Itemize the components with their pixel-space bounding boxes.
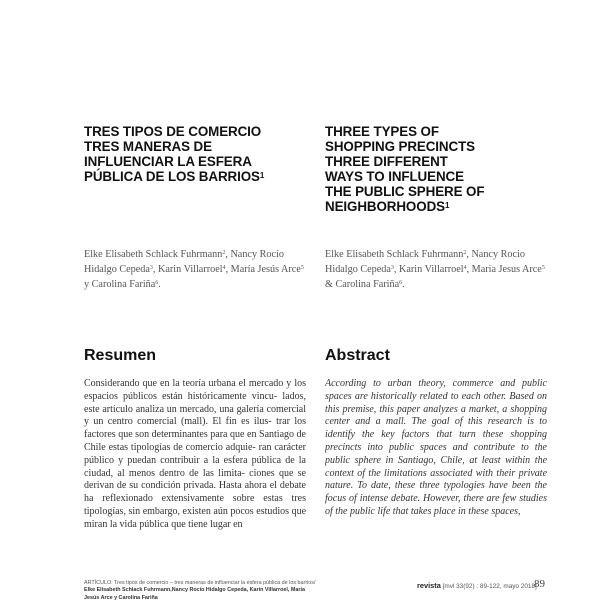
body-line: Chile, at least within the context of the limitations: [325, 454, 547, 479]
english-title-line: WAYS TO INFLUENCE: [325, 169, 464, 184]
body-line: ciones que se derivan de su condición privada. Hasta: [84, 467, 306, 492]
spanish-title-line: INFLUENCIAR LA ESFERA: [84, 154, 252, 169]
journal-info: [mvl 33(92) : 89-122, mayo 2018]: [442, 583, 537, 590]
body-line: pública de la ciudad, al menos dentro de las limita-: [84, 454, 306, 479]
body-line: According to urban theory, commerce and public: [325, 378, 547, 389]
spanish-title-line: TRES TIPOS DE COMERCIO: [84, 124, 262, 139]
body-line: the public life that takes place in these spaces,: [335, 505, 521, 517]
page-number: 89: [534, 578, 545, 590]
footer-authors-cont: Jesús Arce y Carolina Fariña: [84, 594, 158, 601]
english-title-line: THREE DIFFERENT: [325, 154, 448, 169]
spanish-title-line: TRES MANERAS DE: [84, 139, 212, 154]
body-line: spaces are historically related to each other.: [325, 390, 507, 402]
body-line: intense debate. However, there are few studies of: [325, 493, 547, 517]
body-line: Santiago de Chile estas tipologías de comercio adquie-: [84, 429, 306, 453]
footer-authors: Elke Elisabeth Schlack Fuhrmann,Nancy Rocío Hidalgo Cepeda, Karin Villarroel, María: [84, 587, 305, 594]
body-line: ran carácter público y puedan contribuir a la esfera: [84, 441, 306, 466]
body-line: of this research is to identify the key factors that: [325, 416, 547, 441]
body-line: lados, este artículo analiza un mercado, una galería: [84, 390, 306, 415]
spanish-title-line: PÚBLICA DE LOS BARRIOS: [84, 169, 260, 184]
body-line: estudios que miran la vida pública que tiene lugar en: [84, 505, 306, 530]
body-line: associated with their private nature. To date,: [325, 467, 547, 492]
body-line: ahora el debate ha reflexionado extensivamente sobre: [84, 480, 306, 505]
english-title-line: SHOPPING PRECINCTS: [325, 139, 475, 154]
footer-article-title: ARTÍCULO: Tres tipos de comercio – tres maneras de influenciar la esfera pública de los barrios/: [84, 580, 316, 586]
body-line: turn these shopping precincts into public spaces: [325, 429, 547, 453]
english-authors: Elke Elisabeth Schlack Fuhrmann$^2$, Nancy Rocio Hidalgo Cepeda$^3$, Karin Villarroel$^4$, Maria Jesus Arce$^5$ & Carolina Fariña$^6$.: [325, 249, 545, 291]
body-line: Based on this premise, this paper analyzes a: [325, 390, 547, 415]
footnote-mark: 1: [259, 171, 265, 180]
spanish-title: [84, 124, 306, 184]
english-title-line: THREE TYPES OF: [325, 124, 439, 139]
spanish-authors: Elke Elisabeth Schlack Fuhrmann$^2$, Nancy Rocío Hidalgo Cepeda$^3$, Karin Villarroel$^4$, María Jesús Arce$^5$ y Carolina Fariña$^6$.: [84, 249, 304, 291]
body-line: comercial y un centro comercial (mall). El fin es ilus-: [84, 403, 306, 428]
body-line: estas tres tipologías, sin embargo, existen aún pocos: [84, 493, 306, 517]
abstract-heading: Abstract: [325, 347, 390, 364]
journal-reference: [417, 581, 537, 590]
english-title: [325, 124, 547, 214]
english-title-line: NEIGHBORHOODS: [325, 199, 445, 214]
page-footer: [84, 580, 384, 602]
body-line: Considerando que en la teoría urbana el mercado y: [84, 378, 292, 389]
footnote-mark: 1: [444, 201, 450, 210]
body-line: these three typologies have been the focus of: [325, 480, 547, 505]
body-line: and contribute to the public sphere in Santiago,: [325, 441, 547, 466]
journal-brand: revista: [417, 581, 441, 590]
body-line: trar los factores que son determinantes para que en: [84, 416, 306, 441]
resumen-heading: Resumen: [84, 347, 157, 364]
body-line: market, a shopping center and a mall. The goal: [325, 403, 547, 428]
english-title-line: THE PUBLIC SPHERE OF: [325, 184, 485, 199]
abstract-body: [325, 378, 547, 576]
resumen-body: [84, 378, 306, 576]
body-line: los espacios públicos están históricamente vincu-: [84, 378, 306, 402]
